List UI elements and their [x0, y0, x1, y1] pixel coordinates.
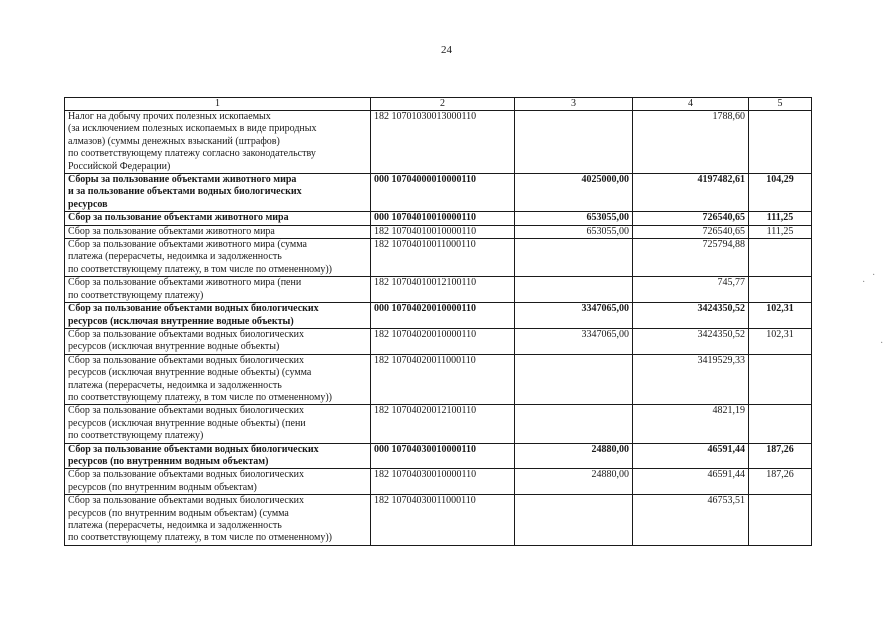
revenue-table [64, 97, 812, 546]
row-plan-amount: 4025000,00 [515, 174, 633, 212]
table-row [65, 495, 812, 546]
row-name [65, 225, 371, 238]
row-code: 000 10704010010000110 [371, 212, 515, 225]
table-row [65, 277, 812, 303]
row-name-line: Сбор за пользование объектами животного мира (пени [68, 277, 302, 289]
row-plan-amount: 24880,00 [515, 469, 633, 495]
row-fact-amount: 46591,44 [633, 469, 749, 495]
table-row [65, 174, 812, 212]
column-header-3: 3 [515, 98, 633, 111]
row-name [65, 328, 371, 354]
row-fact-amount: 3424350,52 [633, 303, 749, 329]
row-name-line: Сбор за пользование объектами животного мира (сумма [68, 239, 307, 251]
row-name [65, 443, 371, 469]
row-name-line: алмазов) (суммы денежных взысканий (штрафов) [68, 135, 280, 147]
row-name [65, 277, 371, 303]
row-fact-amount: 726540,65 [633, 225, 749, 238]
row-name [65, 239, 371, 277]
row-plan-amount: 3347065,00 [515, 303, 633, 329]
row-plan-amount [515, 239, 633, 277]
row-plan-amount: 3347065,00 [515, 328, 633, 354]
row-plan-amount [515, 405, 633, 443]
row-name-line: Сбор за пользование объектами водных биологических [68, 405, 305, 417]
scan-speck: · [872, 270, 876, 281]
column-header-5: 5 [749, 98, 812, 111]
row-percent: 187,26 [749, 443, 812, 469]
row-name-line: по соответствующему платежу согласно законодательству [68, 148, 316, 160]
row-name-line: ресурсов (исключая внутренние водные объекты) (сумма [68, 367, 312, 379]
row-code: 182 10704010011000110 [371, 239, 515, 277]
row-name-line: платежа (перерасчеты, недоимка и задолженность [68, 520, 282, 531]
row-name-line: Сбор за пользование объектами водных биологических [68, 443, 319, 455]
row-name-line: ресурсов (по внутренним водным объектам) (сумма [68, 507, 289, 519]
row-name-line: по соответствующему платежу, в том числе по отмененному)) [68, 391, 332, 403]
row-name-line: Сбор за пользование объектами водных биологических [68, 303, 319, 315]
row-percent [749, 239, 812, 277]
column-header-2: 2 [371, 98, 515, 111]
row-percent: 187,26 [749, 469, 812, 495]
row-fact-amount: 726540,65 [633, 212, 749, 225]
row-percent: 102,31 [749, 303, 812, 329]
row-name-line: Сбор за пользование объектами животного мира [68, 212, 289, 224]
table-body [65, 111, 812, 546]
row-name-line: ресурсов (по внутренним водным объектам) [68, 455, 269, 467]
row-percent: 111,25 [749, 225, 812, 238]
row-code: 182 10704030011000110 [371, 495, 515, 546]
row-name [65, 495, 371, 546]
row-name-line: Сбор за пользование объектами водных биологических [68, 328, 305, 340]
row-code: 182 10704010010000110 [371, 225, 515, 238]
table-row [65, 239, 812, 277]
row-code: 182 10701030013000110 [371, 111, 515, 174]
row-name-line: Сбор за пользование объектами водных биологических [68, 469, 305, 481]
table-row [65, 111, 812, 174]
page-number: 24 [441, 44, 452, 56]
row-fact-amount: 745,77 [633, 277, 749, 303]
row-percent: 104,29 [749, 174, 812, 212]
row-name-line: Сбор за пользование объектами животного мира [68, 225, 275, 237]
row-plan-amount [515, 277, 633, 303]
row-plan-amount [515, 111, 633, 174]
row-name [65, 303, 371, 329]
row-percent [749, 405, 812, 443]
row-name-line: ресурсов (исключая внутренние водные объекты) [68, 315, 294, 327]
row-fact-amount: 1788,60 [633, 111, 749, 174]
row-name [65, 212, 371, 225]
row-name-line: платежа (перерасчеты, недоимка и задолженность [68, 379, 282, 391]
row-name [65, 405, 371, 443]
row-code: 182 10704020012100110 [371, 405, 515, 443]
row-name-line: платежа (перерасчеты, недоимка и задолженность [68, 251, 282, 263]
row-code: 000 10704000010000110 [371, 174, 515, 212]
row-code: 182 10704010012100110 [371, 277, 515, 303]
row-fact-amount: 46753,51 [633, 495, 749, 546]
row-plan-amount [515, 354, 633, 405]
table-row [65, 354, 812, 405]
row-percent [749, 354, 812, 405]
row-code: 182 10704020010000110 [371, 328, 515, 354]
row-fact-amount: 725794,88 [633, 239, 749, 277]
row-plan-amount: 653055,00 [515, 225, 633, 238]
row-name [65, 354, 371, 405]
row-plan-amount: 653055,00 [515, 212, 633, 225]
row-name-line: ресурсов (исключая внутренние водные объекты) [68, 341, 280, 353]
table-row [65, 212, 812, 225]
row-name-line: и за пользование объектами водных биологических [68, 186, 302, 198]
row-fact-amount: 4197482,61 [633, 174, 749, 212]
row-name-line: (за исключением полезных ископаемых в виде природных [68, 123, 317, 135]
column-header-4: 4 [633, 98, 749, 111]
column-header-1: 1 [65, 98, 371, 111]
scan-speck: · [880, 338, 884, 349]
row-code: 182 10704030010000110 [371, 469, 515, 495]
row-name-line: по соответствующему платежу) [68, 289, 204, 301]
row-name-line: Сборы за пользование объектами животного мира [68, 174, 297, 186]
table-row [65, 405, 812, 443]
row-percent [749, 111, 812, 174]
row-code: 000 10704020010000110 [371, 303, 515, 329]
row-percent [749, 495, 812, 546]
table-row [65, 443, 812, 469]
row-fact-amount: 4821,19 [633, 405, 749, 443]
row-plan-amount: 24880,00 [515, 443, 633, 469]
row-name [65, 111, 371, 174]
row-name-line: Сбор за пользование объектами водных биологических [68, 495, 305, 507]
row-code: 182 10704020011000110 [371, 354, 515, 405]
row-name-line: по соответствующему платежу, в том числе по отмененному)) [68, 532, 332, 544]
table-header-row [65, 98, 812, 111]
row-percent [749, 277, 812, 303]
row-name-line: Налог на добычу прочих полезных ископаемых [68, 111, 271, 122]
row-percent: 111,25 [749, 212, 812, 225]
scan-speck: · [862, 277, 866, 288]
table-row [65, 225, 812, 238]
row-name-line: Сбор за пользование объектами водных биологических [68, 354, 305, 366]
row-name [65, 469, 371, 495]
row-percent: 102,31 [749, 328, 812, 354]
row-fact-amount: 3424350,52 [633, 328, 749, 354]
row-name-line: ресурсов [68, 198, 108, 210]
row-fact-amount: 46591,44 [633, 443, 749, 469]
table-row [65, 469, 812, 495]
row-name-line: Российской Федерации) [68, 160, 171, 172]
table-row [65, 328, 812, 354]
row-name [65, 174, 371, 212]
row-name-line: по соответствующему платежу) [68, 430, 204, 442]
row-name-line: ресурсов (исключая внутренние водные объекты) (пени [68, 417, 306, 429]
row-code: 000 10704030010000110 [371, 443, 515, 469]
row-name-line: ресурсов (по внутренним водным объектам) [68, 481, 257, 493]
row-plan-amount [515, 495, 633, 546]
table-row [65, 303, 812, 329]
row-fact-amount: 3419529,33 [633, 354, 749, 405]
row-name-line: по соответствующему платежу, в том числе по отмененному)) [68, 263, 332, 275]
